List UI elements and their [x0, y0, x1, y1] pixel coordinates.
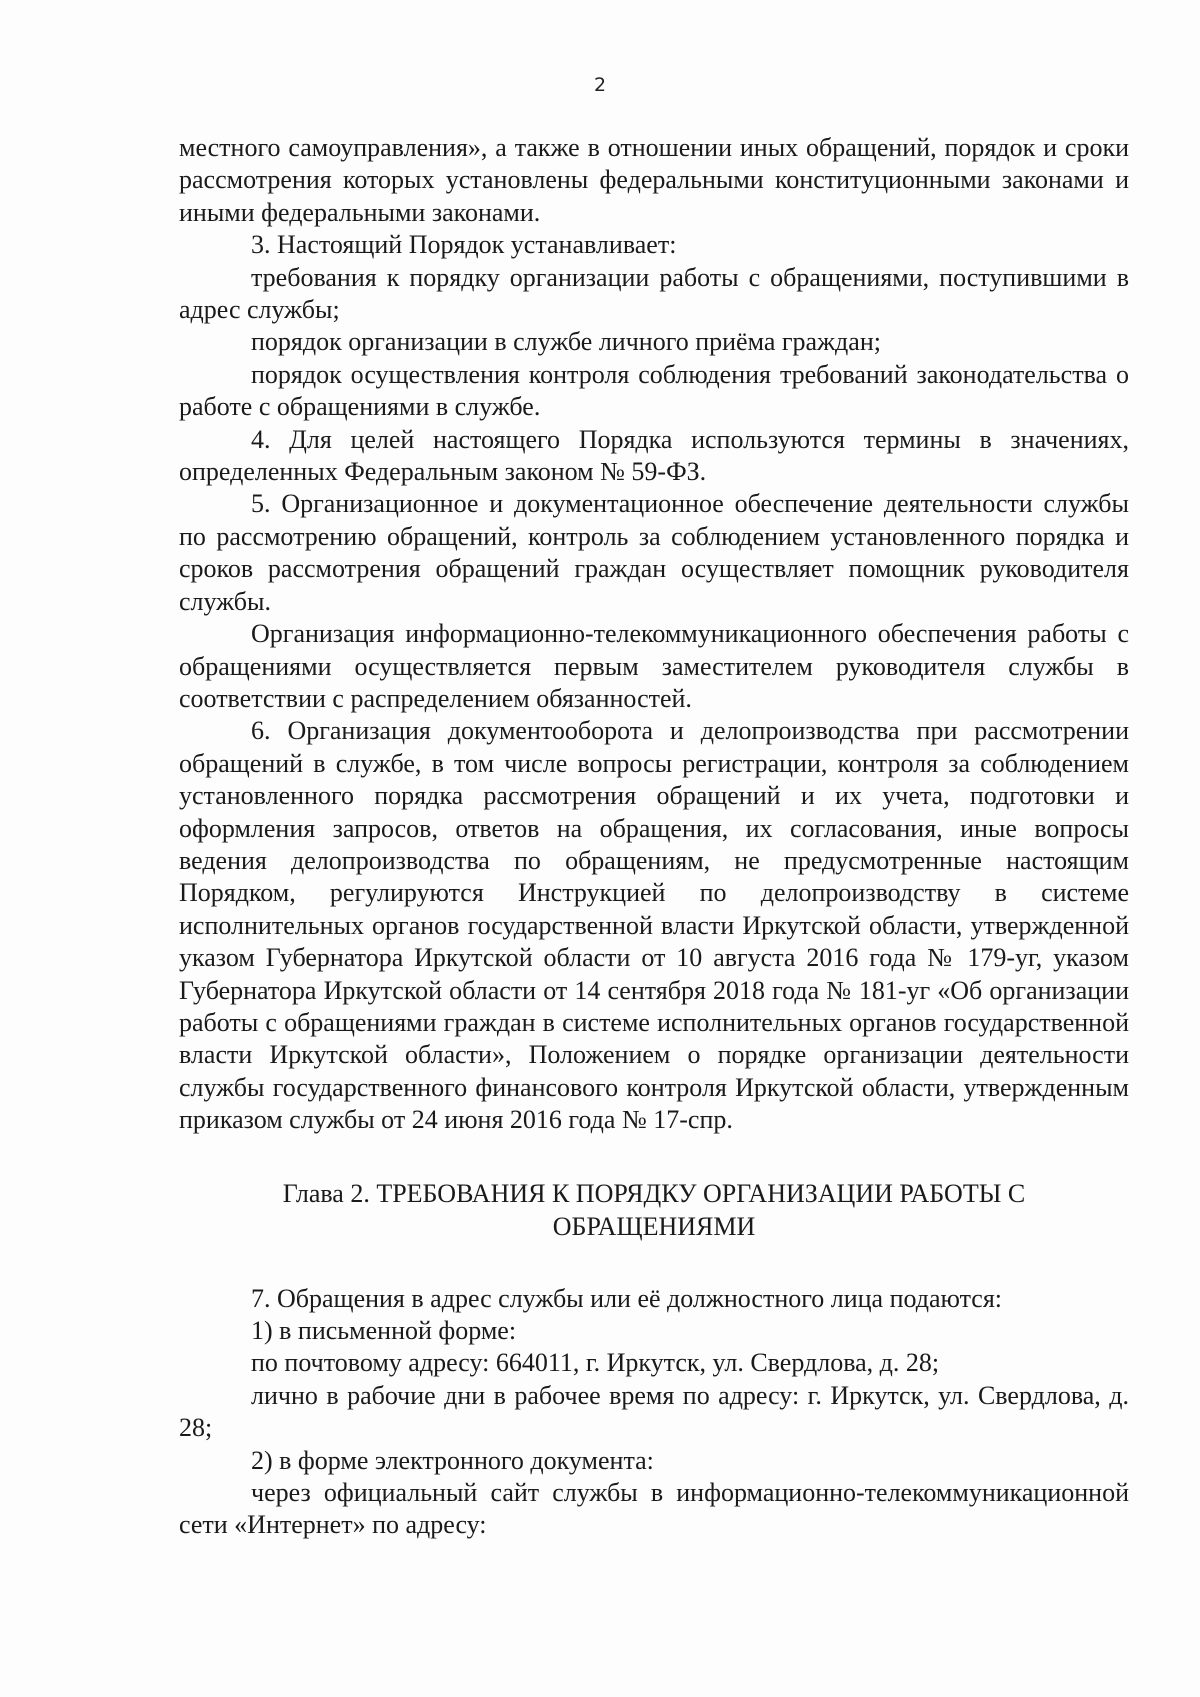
page-number: 2 — [593, 74, 607, 96]
paragraph-item-3: 3. Настоящий Порядок устанавливает: — [251, 230, 677, 260]
paragraph-postal-address: по почтовому адресу: 664011, г. Иркутск, ул. Свердлова, д. 28; — [251, 1348, 940, 1378]
document-body — [179, 132, 1129, 1542]
chapter-heading-line-2: ОБРАЩЕНИЯМИ — [552, 1211, 756, 1241]
paragraph-item-4: 4. Для целей настоящего Порядка используются термины в значениях, определенных Федеральным законом № 59-ФЗ. — [179, 424, 1129, 487]
paragraph-requirements: требования к порядку организации работы с обращениями, поступившими в адрес службы; — [179, 262, 1129, 325]
paragraph-website: через официальный сайт службы в информационно-телекоммуникационной сети «Интернет» по адресу: — [179, 1478, 1129, 1540]
paragraph-item-7: 7. Обращения в адрес службы или её должностного лица подаются: — [251, 1283, 1003, 1313]
paragraph-item-5: 5. Организационное и документационное обеспечение деятельности службы по рассмотрению обращений, контроль за соблюдением установленного порядка и сроков рассмотрения обращений граждан осуществляет помощник руководителя службы. — [179, 489, 1129, 616]
paragraph-in-person: лично в рабочие дни в рабочее время по адресу: г. Иркутск, ул. Свердлова, д. 28; — [179, 1380, 1129, 1443]
chapter-heading — [179, 1177, 1129, 1243]
paragraph-control: порядок осуществления контроля соблюдения требований законодательства о работе с обращениями в службе. — [179, 359, 1129, 422]
paragraph-item-6: 6. Организация документооборота и делопроизводства при рассмотрении обращений в службе, в том числе вопросы регистрации, контроля за соблюдением установленного порядка рассмотрения обращений и их учета, подготовки и оформления запросов, ответов на обращения, их согласования, иные вопросы ведения делопроизводства по обращениям, не предусмотренные настоящим Порядком, регулируются Инструкцией по делопроизводству в системе исполнительных органов государственной власти Иркутской области, утвержденной указом Губернатора Иркутской области от 10 августа 2016 года № 179-уг, указом Губернатора Иркутской области от 14 сентября 2018 года № 181-уг «Об организации работы с обращениями граждан в системе исполнительных органов государственной власти Иркутской области», Положением о порядке организации деятельности службы государственного финансового контроля Иркутской области, утвержденным приказом службы от 24 июня 2016 года № 17-спр. — [179, 716, 1129, 1135]
paragraph-continuation: местного самоуправления», а также в отношении иных обращений, порядок и сроки рассмотрения которых установлены федеральными конституционными законами и иными федеральными законами. — [179, 133, 1129, 227]
paragraph-it-support: Организация информационно-телекоммуникационного обеспечения работы с обращениями осуществляется первым заместителем руководителя службы в соответствии с распределением обязанностей. — [179, 619, 1129, 713]
paragraph-written-form: 1) в письменной форме: — [251, 1316, 517, 1345]
paragraph-reception: порядок организации в службе личного приёма граждан; — [251, 327, 881, 357]
paragraph-electronic-form: 2) в форме электронного документа: — [251, 1445, 654, 1475]
chapter-heading-line-1: Глава 2. ТРЕБОВАНИЯ К ПОРЯДКУ ОРГАНИЗАЦИИ РАБОТЫ С — [282, 1178, 1026, 1208]
